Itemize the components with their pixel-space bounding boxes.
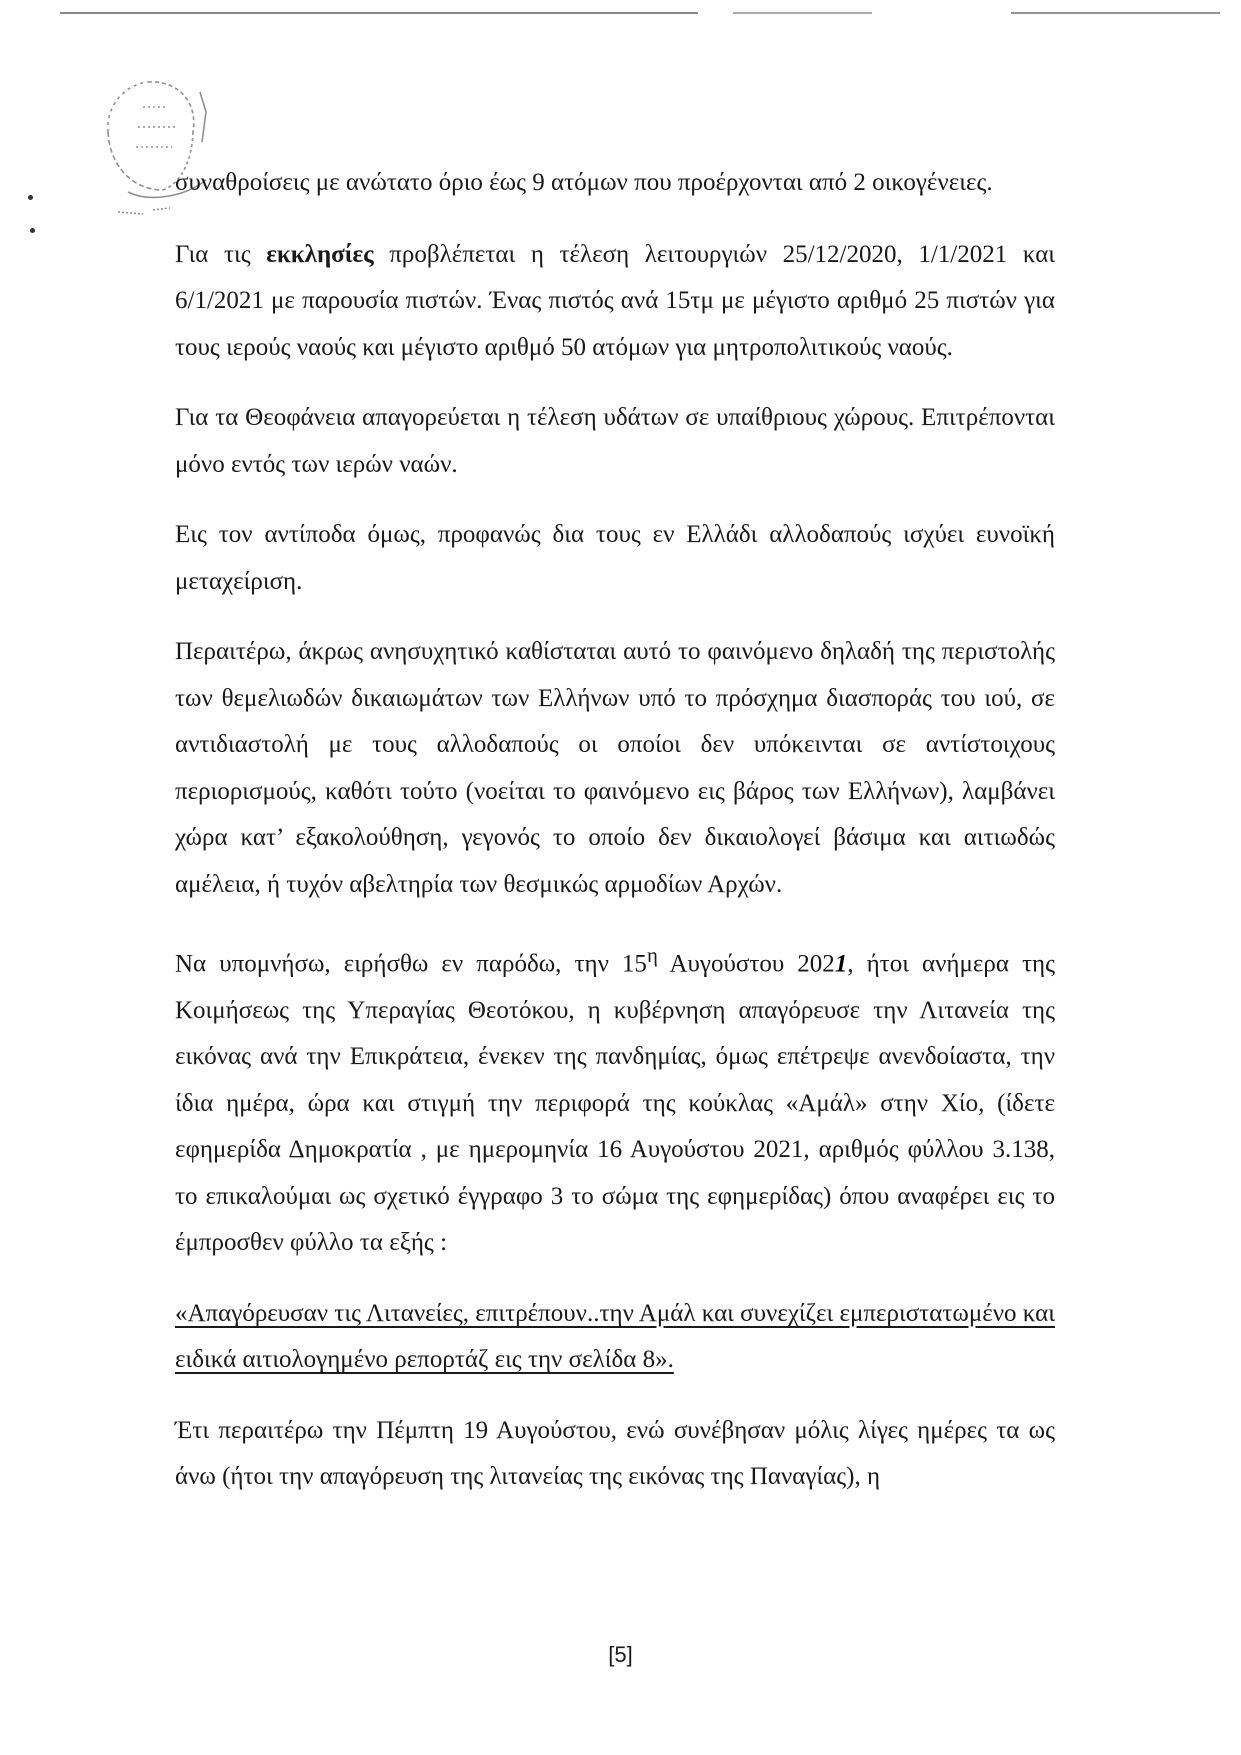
- churches-bold-term: εκκλησίες: [266, 240, 374, 268]
- paragraph-rights-restriction: Περαιτέρω, άκρως ανησυχητικό καθίσταται αυτό το φαινόμενο δηλαδή της περιστολής των θεμελιωδών δικαιωμάτων των Ελλήνων υπό το πρόσχημα διασποράς του ιού, σε αντιδιαστολή με τους αλλοδαπούς οι οποίοι δεν υπόκεινται σε αντίστοιχους περιορισμούς, καθότι τούτο (νοείται το φαινόμενο εις βάρος των Ελλήνων), λαμβάνει χώρα κατ’ εξακολούθηση, γεγονός το οποίο δεν δικαιολογεί βάσιμα και αιτιωδώς αμέλεια, ή τυχόν αβελτηρία των θεσμικώς αρμοδίων Αρχών.: [175, 638, 1055, 898]
- margin-mark: [28, 195, 33, 200]
- commemoration-lead: Να υπομνήσω, ειρήσθω εν παρόδω, την 15: [175, 950, 647, 978]
- paragraph-newspaper-quote: «Απαγόρευσαν τις Λιτανείες, επιτρέπουν..την Αμάλ και συνεχίζει εμπεριστατωμένο και ειδικά αιτιολογημένο ρεπορτάζ εις την σελίδα 8».: [175, 1299, 1055, 1374]
- paragraph-gatherings: συναθροίσεις με ανώτατο όριο έως 9 ατόμων που προέρχονται από 2 οικογένειες.: [175, 169, 993, 196]
- churches-prefix: Για τις: [175, 240, 267, 268]
- churches-suffix: προβλέπεται η τέλεση λειτουργιών 25/12/2020, 1/1/2021: [373, 240, 1008, 268]
- page-number: [5]: [608, 1642, 633, 1667]
- paragraph-commemoration: [175, 932, 1055, 1267]
- commemoration-sup: η: [646, 943, 658, 967]
- scan-top-rule: [60, 12, 1220, 14]
- handwritten-digit: 1: [834, 950, 848, 978]
- commemoration-body: , ήτοι ανήμερα της Κοιμήσεως της Υπεραγίας Θεοτόκου, η κυβέρνηση απαγόρευσε την Λιτανεία της εικόνας ανά την Επικράτεια, ένεκεν της πανδημίας, όμως επέτρεψε ανενδοίαστα, την ίδια ημέρα, ώρα και στιγμή την περιφορά της κούκλας: [175, 950, 1055, 1117]
- commemoration-date: Αυγούστου 202: [657, 950, 835, 978]
- document-body: [175, 160, 1055, 1525]
- paragraph-theophany: Για τα Θεοφάνεια απαγορεύεται η τέλεση υδάτων σε υπαίθριους χώρους. Επιτρέπονται μόνο εντός των ιερών ναών.: [175, 404, 1055, 478]
- commemoration-continuation: «Αμάλ» στην Χίο, (ίδετε εφημερίδα Δημοκρατία , με ημερομηνία 16 Αυγούστου 2021, αριθμός φύλλου 3.138, το επικαλούμαι ως σχετικό έγγραφο 3 το σώμα της εφημερίδας) όπου αναφέρει εις το έμπροσθεν φύλλο τα εξής :: [175, 1089, 1056, 1257]
- paragraph-churches: [175, 232, 1055, 372]
- margin-mark: [30, 228, 35, 233]
- paragraph-thursday: Έτι περαιτέρω την Πέμπτη 19 Αυγούστου, ενώ συνέβησαν μόλις λίγες ημέρες τα ως άνω (ήτοι την απαγόρευση της λιτανείας της εικόνας της Παναγίας), η: [175, 1416, 1055, 1491]
- paragraph-foreigners: Εις τον αντίποδα όμως, προφανώς δια τους εν Ελλάδι αλλοδαπούς ισχύει ευνοϊκή μεταχείριση.: [175, 521, 1055, 595]
- churches-continuation: και 6/1/2021 με παρουσία πιστών. Ένας πιστός ανά 15τμ με μέγιστο αριθμό 25 πιστών για τους ιερούς ναούς και μέγιστο αριθμό 50 ατόμων για μητροπολιτικούς ναούς.: [175, 240, 1056, 361]
